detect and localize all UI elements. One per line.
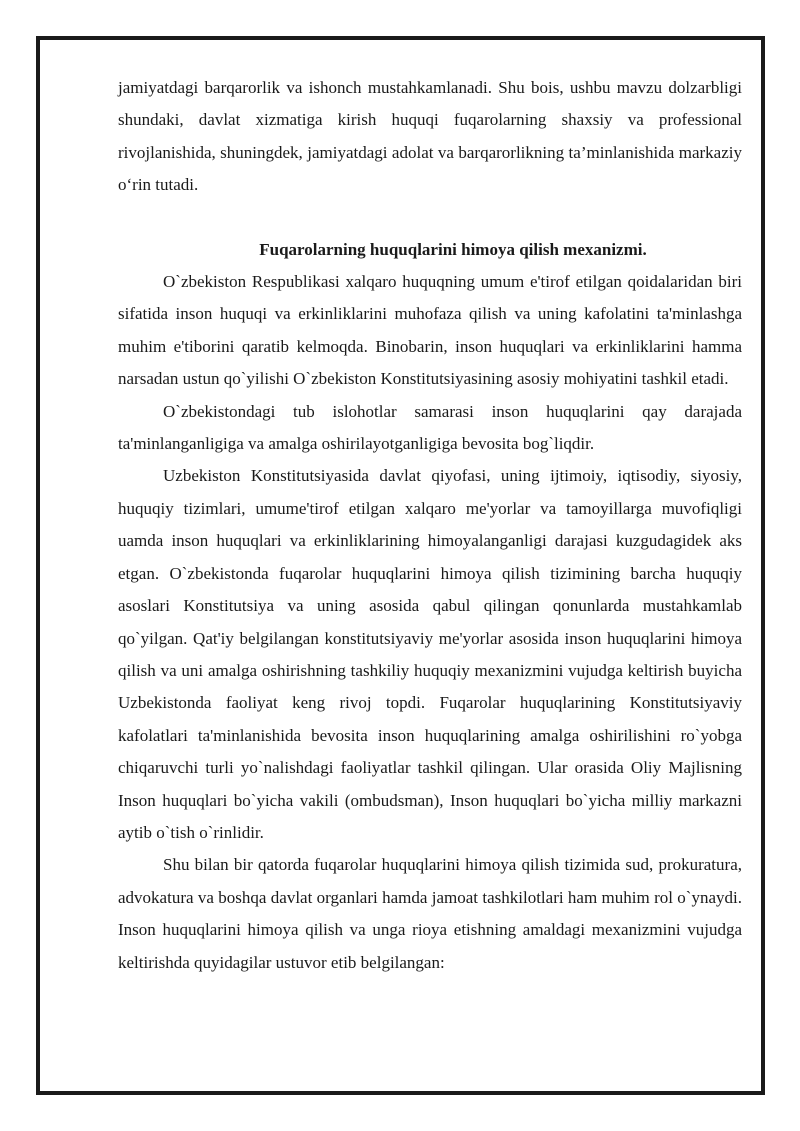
body-paragraph: O`zbekistondagi tub islohotlar samarasi inson huquqlarini qay darajada ta'minlanganligiga va amalga oshirilayotganligiga bevosita bog`liqdir. [118,401,742,454]
body-paragraph: O`zbekiston Respublikasi xalqaro huquqning umum e'tirof etilgan qoidalaridan biri sifatida inson huquqi va erkinliklarini muhofaza qilish va uning kafolatini ta'minlashga muhim e'tiborini qaratib kelmoqda. Binobarin, inson huquqlari va erkinliklarini hamma narsadan ustun qo`yilishi O`zbekiston Konstitutsiyasining asosiy mohiyatini tashkil etadi. [118,272,742,389]
document-body [118,72,742,979]
section-heading: Fuqarolarning huquqlarini himoya qilish mexanizmi. [259,239,647,259]
body-paragraph: Uzbekiston Konstitutsiyasida davlat qiyofasi, uning ijtimoiy, iqtisodiy, siyosiy, huquqiy tizimlari, umume'tirof etilgan xalqaro me'yorlar va tamoyillarga muvofiqligi uamda inson huquqlari va erkinliklarining himoyalanganligi darajasi kuzgudagidek aks etgan. O`zbekistonda fuqarolar huquqlarini himoya qilish tizimining barcha huquqiy asoslari Konstitutsiya va uning asosida qabul qilingan qonunlarda mustahkamlab qo`yilgan. Qat'iy belgilangan konstitutsiyaviy me'yorlar asosida inson huquqlarini himoya qilish va uni amalga oshirishning tashkiliy huquqiy mexanizmini vujudga keltirish buyicha Uzbekistonda faoliyat keng rivoj topdi. Fuqarolar huquqlarining Konstitutsiyaviy kafolatlari ta'minlanishida bevosita inson huquqlarining amalga oshirilishini ro`yobga chiqaruvchi turli yo`nalishdagi faoliyatlar tashkil qilingan. Ular orasida Oliy Majlisning Inson huquqlari bo`yicha vakili (ombudsman), Inson huquqlari bo`yicha milliy markazni aytib o`tish o`rinlidir. [118,466,742,842]
body-paragraph: Shu bilan bir qatorda fuqarolar huquqlarini himoya qilish tizimida sud, prokuratura, advokatura va boshqa davlat organlari hamda jamoat tashkilotlari ham muhim rol o`ynaydi. Inson huquqlarini himoya qilish va unga rioya etishning amaldagi mexanizmini vujudga keltirishda quyidagilar ustuvor etib belgilangan: [118,855,742,972]
intro-paragraph: jamiyatdagi barqarorlik va ishonch mustahkamlanadi. Shu bois, ushbu mavzu dolzarbligi shundaki, davlat xizmatiga kirish huquqi fuqarolarning shaxsiy va professional rivojlanishida, shuningdek, jamiyatdagi adolat va barqarorlikning ta’minlanishida markaziy o‘rin tutadi. [118,78,742,195]
